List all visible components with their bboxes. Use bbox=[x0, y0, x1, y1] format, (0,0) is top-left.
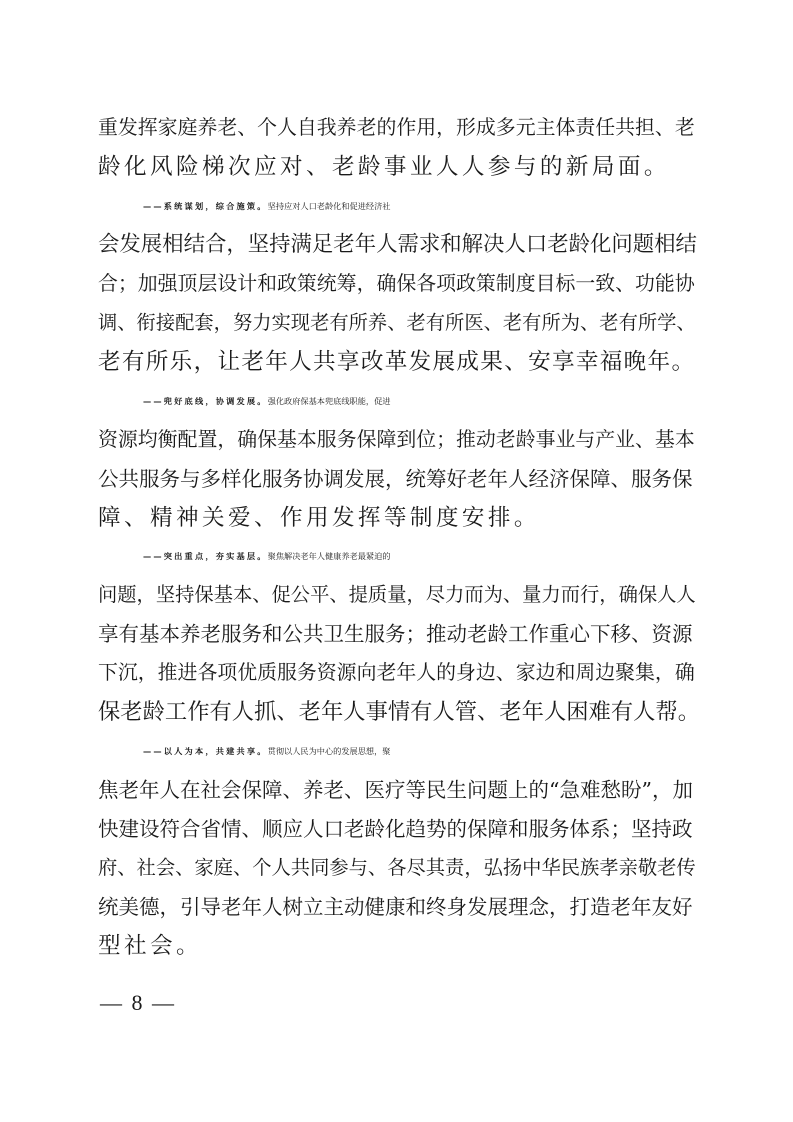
paragraph-first-text: 聚焦解决老年人健康养老最紧迫的 bbox=[267, 551, 391, 561]
body-text-line: 资源均衡配置，确保基本服务保障到位；推动老龄事业与产业、基本 bbox=[98, 428, 695, 451]
body-text-line: 重发挥家庭养老、个人自我养老的作用，形成多元主体责任共担、老 bbox=[98, 116, 695, 139]
paragraph-first-line bbox=[143, 385, 743, 417]
paragraph-first-text: 坚持应对人口老龄化和促进经济社 bbox=[267, 201, 391, 211]
body-text-line: 障、精神关爱、作用发挥等制度安排。 bbox=[98, 505, 540, 531]
body-text-line: 调、衔接配套，努力实现老有所养、老有所医、老有所为、老有所学、 bbox=[98, 311, 696, 334]
body-text-line: 老有所乐，让老年人共享改革发展成果、安享幸福晚年。 bbox=[98, 349, 696, 375]
body-text-line: 享有基本养老服务和公共卫生服务；推动老龄工作重心下移、资源 bbox=[98, 622, 693, 646]
paragraph-first-line bbox=[143, 190, 743, 222]
paragraph-heading: ——以人为本，共建共享。 bbox=[143, 746, 268, 756]
page-number: — 8 — bbox=[100, 990, 176, 1015]
body-text-line: 下沉，推进各项优质服务资源向老年人的身边、家边和周边聚集，确 bbox=[98, 661, 695, 684]
paragraph-heading: ——兜好底线，协调发展。 bbox=[143, 396, 268, 406]
paragraph-heading: ——突出重点，夯实基层。 bbox=[143, 551, 268, 561]
paragraph-first-line bbox=[143, 540, 743, 572]
paragraph-first-text: 贯彻以人民为中心的发展思想，聚 bbox=[267, 746, 391, 756]
paragraph-heading: ——系统谋划，综合施策。 bbox=[143, 201, 268, 211]
body-text-line: 公共服务与多样化服务协调发展，统筹好老年人经济保障、服务保 bbox=[98, 467, 693, 491]
body-text-line: 会发展相结合，坚持满足老年人需求和解决人口老龄化问题相结 bbox=[98, 232, 697, 257]
body-text-line: 统美德，引导老年人树立主动健康和终身发展理念，打造老年友好 bbox=[98, 895, 693, 919]
body-text-line: 快建设符合省情、顺应人口老龄化趋势的保障和服务体系；坚持政 bbox=[98, 817, 693, 841]
body-text-line: 型社会。 bbox=[98, 933, 202, 959]
body-text-line: 合；加强顶层设计和政策统筹，确保各项政策制度目标一致、功能协 bbox=[98, 272, 695, 295]
body-text-line: 府、社会、家庭、个人共同参与、各尽其责，弘扬中华民族孝亲敬老传 bbox=[98, 856, 696, 879]
body-text-line: 龄化风险梯次应对、老龄事业人人参与的新局面。 bbox=[98, 154, 670, 180]
paragraph-first-text: 强化政府保基本兜底线职能，促进 bbox=[267, 396, 391, 406]
body-text-line: 焦老年人在社会保障、养老、医疗等民生问题上的“急难愁盼”，加 bbox=[98, 778, 693, 802]
body-text-line: 问题，坚持保基本、促公平、提质量，尽力而为、量力而行，确保人人 bbox=[98, 583, 696, 606]
paragraph-first-line bbox=[143, 735, 743, 767]
body-text-line: 保老龄工作有人抓、老年人事情有人管、老年人困难有人帮。 bbox=[98, 699, 701, 725]
